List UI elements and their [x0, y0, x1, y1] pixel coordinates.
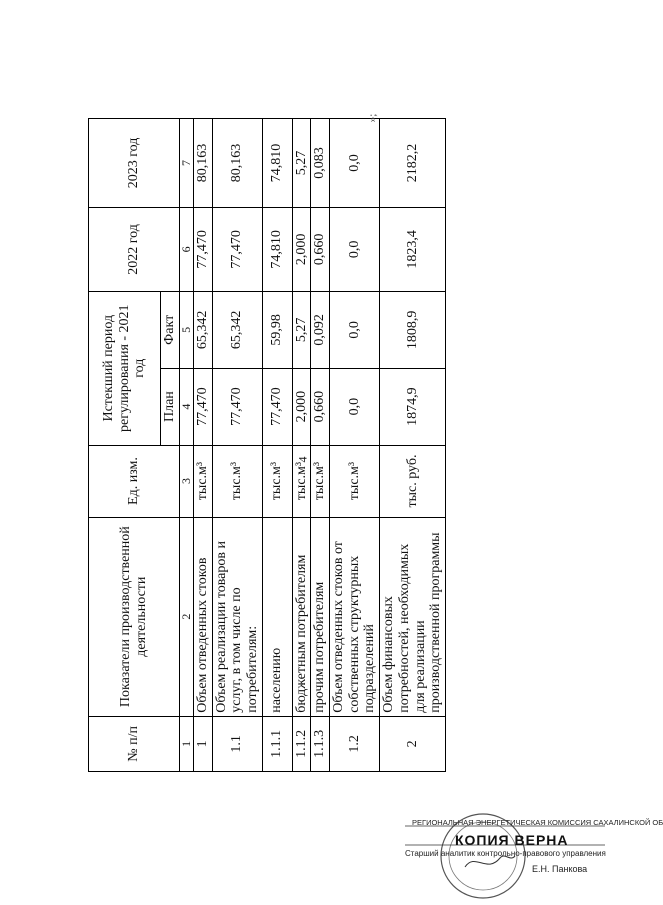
- row-2022: 77,470: [212, 207, 262, 291]
- header-period: Истекший период регулирования - 2021 год: [89, 291, 161, 445]
- row-unit: тыс.м³: [330, 445, 380, 517]
- row-plan: 77,470: [262, 368, 292, 445]
- row-num: 1.1.3: [311, 716, 330, 771]
- row-2022: 74,810: [262, 207, 292, 291]
- table-row: [212, 119, 262, 772]
- header-fact: Факт: [161, 291, 180, 368]
- production-indicators-table: [88, 118, 446, 772]
- row-num: 1: [194, 716, 213, 771]
- stamp-name: Е.Н. Панкова: [532, 864, 588, 874]
- row-plan: 1874,9: [380, 368, 446, 445]
- row-fact: 65,342: [194, 291, 213, 368]
- row-2022: 1823,4: [380, 207, 446, 291]
- row-2022: 77,470: [194, 207, 213, 291]
- row-plan: 77,470: [194, 368, 213, 445]
- row-fact: 5,27: [292, 291, 311, 368]
- row-plan: 77,470: [212, 368, 262, 445]
- row-unit: тыс.м³: [311, 445, 330, 517]
- row-num: 2: [380, 716, 446, 771]
- col-number: 4: [179, 368, 193, 445]
- col-number: 7: [179, 119, 193, 208]
- row-unit: тыс.м³: [212, 445, 262, 517]
- col-number: 2: [179, 517, 193, 716]
- header-indicator: Показатели производственной деятельности: [89, 517, 180, 716]
- row-2022: 0,660: [311, 207, 330, 291]
- row-2022: 0,0: [330, 207, 380, 291]
- row-2022: 2,000: [292, 207, 311, 291]
- row-name: Объем финансовых потребностей, необходимых для реализации производственной программы: [380, 517, 446, 716]
- header-num: № п/п: [89, 716, 180, 771]
- row-num: 1.1: [212, 716, 262, 771]
- row-unit: тыс. руб.: [380, 445, 446, 517]
- row-2023: 5,27: [292, 119, 311, 208]
- stamp-position: Старший аналитик контрольно-правового управления: [405, 849, 606, 858]
- table-row: [262, 119, 292, 772]
- row-plan: 0,0: [330, 368, 380, 445]
- row-name: Объем реализации товаров и услуг, в том числе по потребителям:: [212, 517, 262, 716]
- page-number: 4: [295, 456, 310, 463]
- row-unit: тыс.м³: [262, 445, 292, 517]
- row-2023: 80,163: [194, 119, 213, 208]
- row-fact: 0,0: [330, 291, 380, 368]
- header-2023: 2023 год: [89, 119, 180, 208]
- col-number: 3: [179, 445, 193, 517]
- header-plan: План: [161, 368, 180, 445]
- header-2022: 2022 год: [89, 207, 180, 291]
- row-num: 1.2: [330, 716, 380, 771]
- table-row: [380, 119, 446, 772]
- row-num: 1.1.2: [292, 716, 311, 771]
- col-number: 1: [179, 716, 193, 771]
- row-2023: 0,0: [330, 119, 380, 208]
- row-fact: 0,092: [311, 291, 330, 368]
- row-name: Объем отведенных стоков: [194, 517, 213, 716]
- row-fact: 59,98: [262, 291, 292, 368]
- table-row: [292, 119, 311, 772]
- table-row: [194, 119, 213, 772]
- row-name: прочим потребителям: [311, 517, 330, 716]
- row-plan: 0,660: [311, 368, 330, 445]
- row-name: населению: [262, 517, 292, 716]
- row-2023: 74,810: [262, 119, 292, 208]
- table-row: [330, 119, 380, 772]
- row-2023: 80,163: [212, 119, 262, 208]
- col-number: 5: [179, 291, 193, 368]
- stamp-org: РЕГИОНАЛЬНАЯ ЭНЕРГЕТИЧЕСКАЯ КОМИССИЯ САХАЛИНСКОЙ ОБ: [412, 818, 663, 827]
- col-number: 6: [179, 207, 193, 291]
- row-name: Объем отведенных стоков от собственных структурных подразделений: [330, 517, 380, 716]
- table-row: [311, 119, 330, 772]
- row-name: бюджетным потребителям: [292, 517, 311, 716]
- row-fact: 65,342: [212, 291, 262, 368]
- header-unit: Ед. изм.: [89, 445, 180, 517]
- row-num: 1.1.1: [262, 716, 292, 771]
- row-2023: 2182,2: [380, 119, 446, 208]
- production-table-wrapper: [88, 118, 444, 772]
- margin-mark: »;: [366, 113, 379, 123]
- row-unit: тыс.м³: [292, 445, 311, 517]
- stamp-title: КОПИЯ ВЕРНА: [455, 832, 569, 848]
- row-fact: 1808,9: [380, 291, 446, 368]
- row-plan: 2,000: [292, 368, 311, 445]
- row-2023: 0,083: [311, 119, 330, 208]
- row-unit: тыс.м³: [194, 445, 213, 517]
